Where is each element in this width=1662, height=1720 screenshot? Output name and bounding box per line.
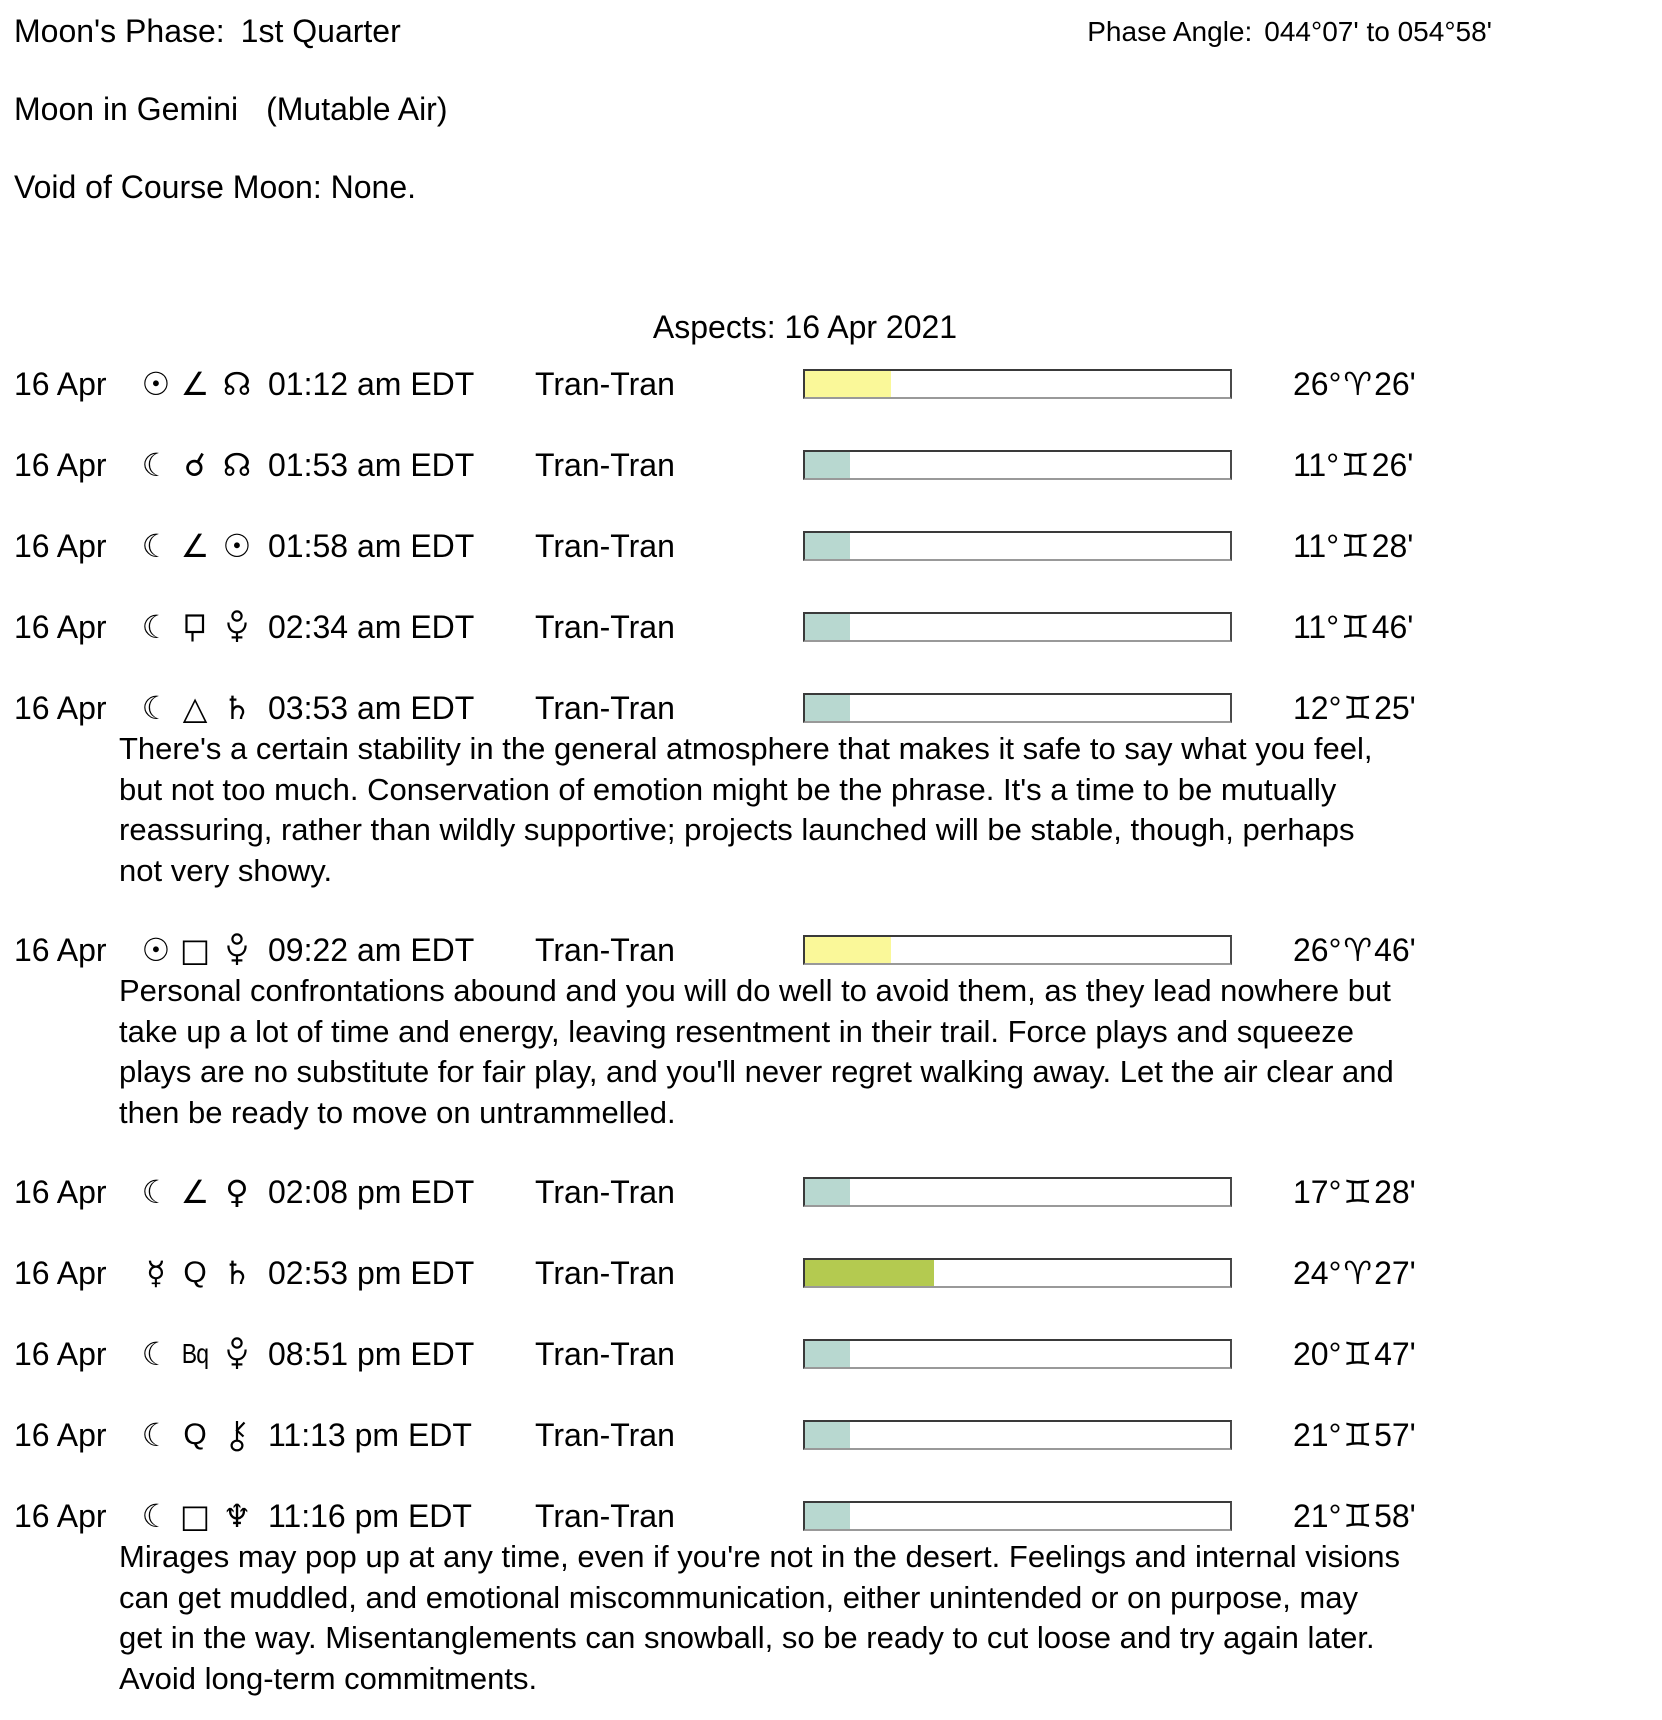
position-minutes: 25' xyxy=(1374,690,1416,726)
gemini-icon: ♊ xyxy=(1343,689,1373,727)
moon-icon: ☾ xyxy=(141,446,171,484)
aspect-type: Tran-Tran xyxy=(535,1498,675,1534)
aspect-date: 16 Apr xyxy=(14,1417,107,1453)
orb-bar xyxy=(803,531,1232,561)
moon-phase-value: 1st Quarter xyxy=(240,13,401,49)
aspect-date: 16 Apr xyxy=(14,1498,107,1534)
aries-icon: ♈ xyxy=(1343,1254,1373,1292)
gemini-icon: ♊ xyxy=(1343,1416,1373,1454)
moon-icon: ☾ xyxy=(141,1416,171,1454)
sun-icon: ☉ xyxy=(222,527,252,565)
orb-bar-fill xyxy=(805,1179,850,1205)
conjunction-icon: ☌ xyxy=(184,446,206,484)
aspect-time: 01:53 am EDT xyxy=(268,447,475,483)
aspect-type: Tran-Tran xyxy=(535,1255,675,1291)
gemini-icon: ♊ xyxy=(1341,527,1370,565)
orb-bar xyxy=(803,612,1232,642)
aspect-row xyxy=(0,1413,1662,1457)
square-icon: □ xyxy=(179,1497,211,1535)
interpretation-text: Mirages may pop up at any time, even if you're not in the desert. Feelings and internal visions can get muddled, and emotional miscommunication, either unintended or on purpose, may get in the way. Misentanglements can snowball, so be ready to cut loose and try again later. Avoid long-term commitments. xyxy=(119,1539,1401,1696)
moon-icon: ☾ xyxy=(141,608,171,646)
position-degrees: 21° xyxy=(1293,1417,1342,1453)
orb-bar xyxy=(803,369,1232,399)
position-minutes: 28' xyxy=(1374,1174,1416,1210)
aspect-position xyxy=(1293,524,1413,568)
orb-bar-fill xyxy=(805,695,850,721)
aspect-position xyxy=(1293,1332,1416,1376)
neptune-icon: ♆ xyxy=(222,1497,252,1535)
position-minutes: 27' xyxy=(1374,1255,1416,1291)
aspect-position xyxy=(1293,1494,1416,1538)
gemini-icon: ♊ xyxy=(1343,1173,1373,1211)
orb-bar xyxy=(803,1177,1232,1207)
aspects-title: Aspects: 16 Apr 2021 xyxy=(652,309,958,345)
aspect-type: Tran-Tran xyxy=(535,690,675,726)
pluto-icon xyxy=(215,1332,259,1376)
aspect-row xyxy=(0,1170,1662,1214)
orb-bar-fill xyxy=(805,371,891,397)
orb-bar xyxy=(803,1420,1232,1450)
north-node-icon: ☊ xyxy=(222,365,252,403)
position-minutes: 57' xyxy=(1374,1417,1416,1453)
aspect-position xyxy=(1293,1170,1416,1214)
aspect-position xyxy=(1293,928,1416,972)
orb-bar-fill xyxy=(805,452,850,478)
aspect-type: Tran-Tran xyxy=(535,366,675,402)
position-degrees: 11° xyxy=(1293,447,1340,483)
gemini-icon: ♊ xyxy=(1341,608,1370,646)
moon-phase-line xyxy=(14,12,401,50)
orb-bar xyxy=(803,1339,1232,1369)
aspect-row xyxy=(0,1251,1662,1295)
position-degrees: 20° xyxy=(1293,1336,1342,1372)
aspect-date: 16 Apr xyxy=(14,1255,107,1291)
orb-bar xyxy=(803,450,1232,480)
aries-icon: ♈ xyxy=(1343,365,1373,403)
aspect-time: 02:34 am EDT xyxy=(268,609,475,645)
position-degrees: 12° xyxy=(1293,690,1342,726)
aspect-row xyxy=(0,605,1662,649)
orb-bar-fill xyxy=(805,1422,850,1448)
moon-icon: ☾ xyxy=(141,689,171,727)
aspect-row xyxy=(0,1332,1662,1376)
moon-sign-quality: (Mutable Air) xyxy=(266,91,448,127)
pluto-icon xyxy=(215,605,259,649)
position-minutes: 47' xyxy=(1374,1336,1416,1372)
aspect-date: 16 Apr xyxy=(14,447,107,483)
gemini-icon: ♊ xyxy=(1343,1335,1373,1373)
aspect-time: 09:22 am EDT xyxy=(268,932,475,968)
aspect-time: 01:58 am EDT xyxy=(268,528,475,564)
aspect-date: 16 Apr xyxy=(14,609,107,645)
position-minutes: 46' xyxy=(1374,932,1416,968)
aspect-date: 16 Apr xyxy=(14,690,107,726)
orb-bar xyxy=(803,1258,1232,1288)
aspect-time: 11:16 pm EDT xyxy=(268,1498,472,1534)
aspect-type: Tran-Tran xyxy=(535,1336,675,1372)
position-degrees: 26° xyxy=(1293,366,1342,402)
sesquiquadrate-icon xyxy=(173,605,217,649)
aspect-row xyxy=(0,362,1662,406)
chiron-icon xyxy=(215,1413,259,1457)
position-degrees: 26° xyxy=(1293,932,1342,968)
orb-bar-fill xyxy=(805,937,891,963)
aspect-time: 01:12 am EDT xyxy=(268,366,475,402)
position-degrees: 21° xyxy=(1293,1498,1342,1534)
moon-icon: ☾ xyxy=(141,1335,171,1373)
aspect-position xyxy=(1293,362,1416,406)
aspect-date: 16 Apr xyxy=(14,1336,107,1372)
venus-icon: ♀ xyxy=(225,1173,249,1211)
orb-bar-fill xyxy=(805,614,850,640)
interpretation-text: There's a certain stability in the general atmosphere that makes it safe to say what you feel, but not too much. Conservation of emotion might be the phrase. It's a time to be mutually reassuring, rather than wildly supportive; projects launched will be stable, though, perhaps not very showy. xyxy=(119,731,1373,888)
position-minutes: 28' xyxy=(1371,528,1414,564)
aspect-type: Tran-Tran xyxy=(535,609,675,645)
square-icon: □ xyxy=(179,931,211,969)
aspect-time: 08:51 pm EDT xyxy=(268,1336,475,1372)
aspect-position xyxy=(1293,605,1413,649)
aspect-time: 02:08 pm EDT xyxy=(268,1174,475,1210)
aspect-row xyxy=(0,928,1662,972)
aspect-position xyxy=(1293,686,1416,730)
sun-icon: ☉ xyxy=(141,931,171,969)
saturn-icon: ♄ xyxy=(222,689,252,727)
phase-angle-line xyxy=(1087,12,1492,49)
position-minutes: 58' xyxy=(1374,1498,1416,1534)
gemini-icon: ♊ xyxy=(1343,1497,1373,1535)
position-degrees: 17° xyxy=(1293,1174,1342,1210)
orb-bar xyxy=(803,935,1232,965)
aspect-type: Tran-Tran xyxy=(535,1174,675,1210)
position-minutes: 26' xyxy=(1374,366,1416,402)
aspect-type: Tran-Tran xyxy=(535,1417,675,1453)
aspect-time: 02:53 pm EDT xyxy=(268,1255,475,1291)
quintile-icon: Q xyxy=(183,1256,207,1289)
orb-bar-fill xyxy=(805,1260,934,1286)
moon-phase-label: Moon's Phase: xyxy=(14,13,225,49)
aspect-date: 16 Apr xyxy=(14,932,107,968)
aries-icon: ♈ xyxy=(1343,931,1373,969)
semisquare-icon: ∠ xyxy=(180,527,210,565)
aspect-type: Tran-Tran xyxy=(535,447,675,483)
orb-bar xyxy=(803,1501,1232,1531)
gemini-icon: ♊ xyxy=(1341,446,1370,484)
moon-icon: ☾ xyxy=(141,1173,171,1211)
aspects-list xyxy=(0,362,1662,1699)
aspect-position xyxy=(1293,1413,1416,1457)
position-minutes: 26' xyxy=(1371,447,1414,483)
aspect-date: 16 Apr xyxy=(14,366,107,402)
position-degrees: 24° xyxy=(1293,1255,1342,1291)
biquintile-icon: Bq xyxy=(181,1338,209,1369)
report-header xyxy=(0,0,1662,50)
aspect-row xyxy=(0,524,1662,568)
position-degrees: 11° xyxy=(1293,609,1340,645)
aspect-date: 16 Apr xyxy=(14,528,107,564)
aspect-position xyxy=(1293,1251,1416,1295)
mercury-icon: ☿ xyxy=(146,1254,166,1292)
aspect-row xyxy=(0,443,1662,487)
quintile-icon: Q xyxy=(183,1418,207,1451)
moon-icon: ☾ xyxy=(141,527,171,565)
moon-sign-line xyxy=(14,90,1662,128)
phase-angle-label: Phase Angle: xyxy=(1087,16,1253,47)
pluto-icon xyxy=(215,928,259,972)
north-node-icon: ☊ xyxy=(222,446,252,484)
aspect-row xyxy=(0,686,1662,730)
saturn-icon: ♄ xyxy=(222,1254,252,1292)
trine-icon: △ xyxy=(182,689,208,727)
orb-bar-fill xyxy=(805,533,850,559)
semisquare-icon: ∠ xyxy=(180,365,210,403)
aspect-type: Tran-Tran xyxy=(535,528,675,564)
moon-sign-text: Moon in Gemini xyxy=(14,91,239,127)
position-degrees: 11° xyxy=(1293,528,1340,564)
aspect-row xyxy=(0,1494,1662,1538)
interpretation-text: Personal confrontations abound and you will do well to avoid them, as they lead nowhere but take up a lot of time and energy, leaving resentment in their trail. Force plays and squeeze plays are no substitute for fair play, and you'll never regret walking away. Let the air clear and then be ready to move on untrammelled. xyxy=(119,973,1394,1130)
void-of-course-line: Void of Course Moon: None. xyxy=(14,169,417,205)
semisquare-icon: ∠ xyxy=(180,1173,210,1211)
aspect-time: 03:53 am EDT xyxy=(268,690,475,726)
phase-angle-value: 044°07' to 054°58' xyxy=(1264,16,1492,47)
orb-bar-fill xyxy=(805,1341,850,1367)
aspect-time: 11:13 pm EDT xyxy=(268,1417,472,1453)
orb-bar xyxy=(803,693,1232,723)
aspect-date: 16 Apr xyxy=(14,1174,107,1210)
aspect-type: Tran-Tran xyxy=(535,932,675,968)
orb-bar-fill xyxy=(805,1503,850,1529)
sun-icon: ☉ xyxy=(141,365,171,403)
aspect-position xyxy=(1293,443,1413,487)
moon-icon: ☾ xyxy=(141,1497,171,1535)
position-minutes: 46' xyxy=(1371,609,1414,645)
